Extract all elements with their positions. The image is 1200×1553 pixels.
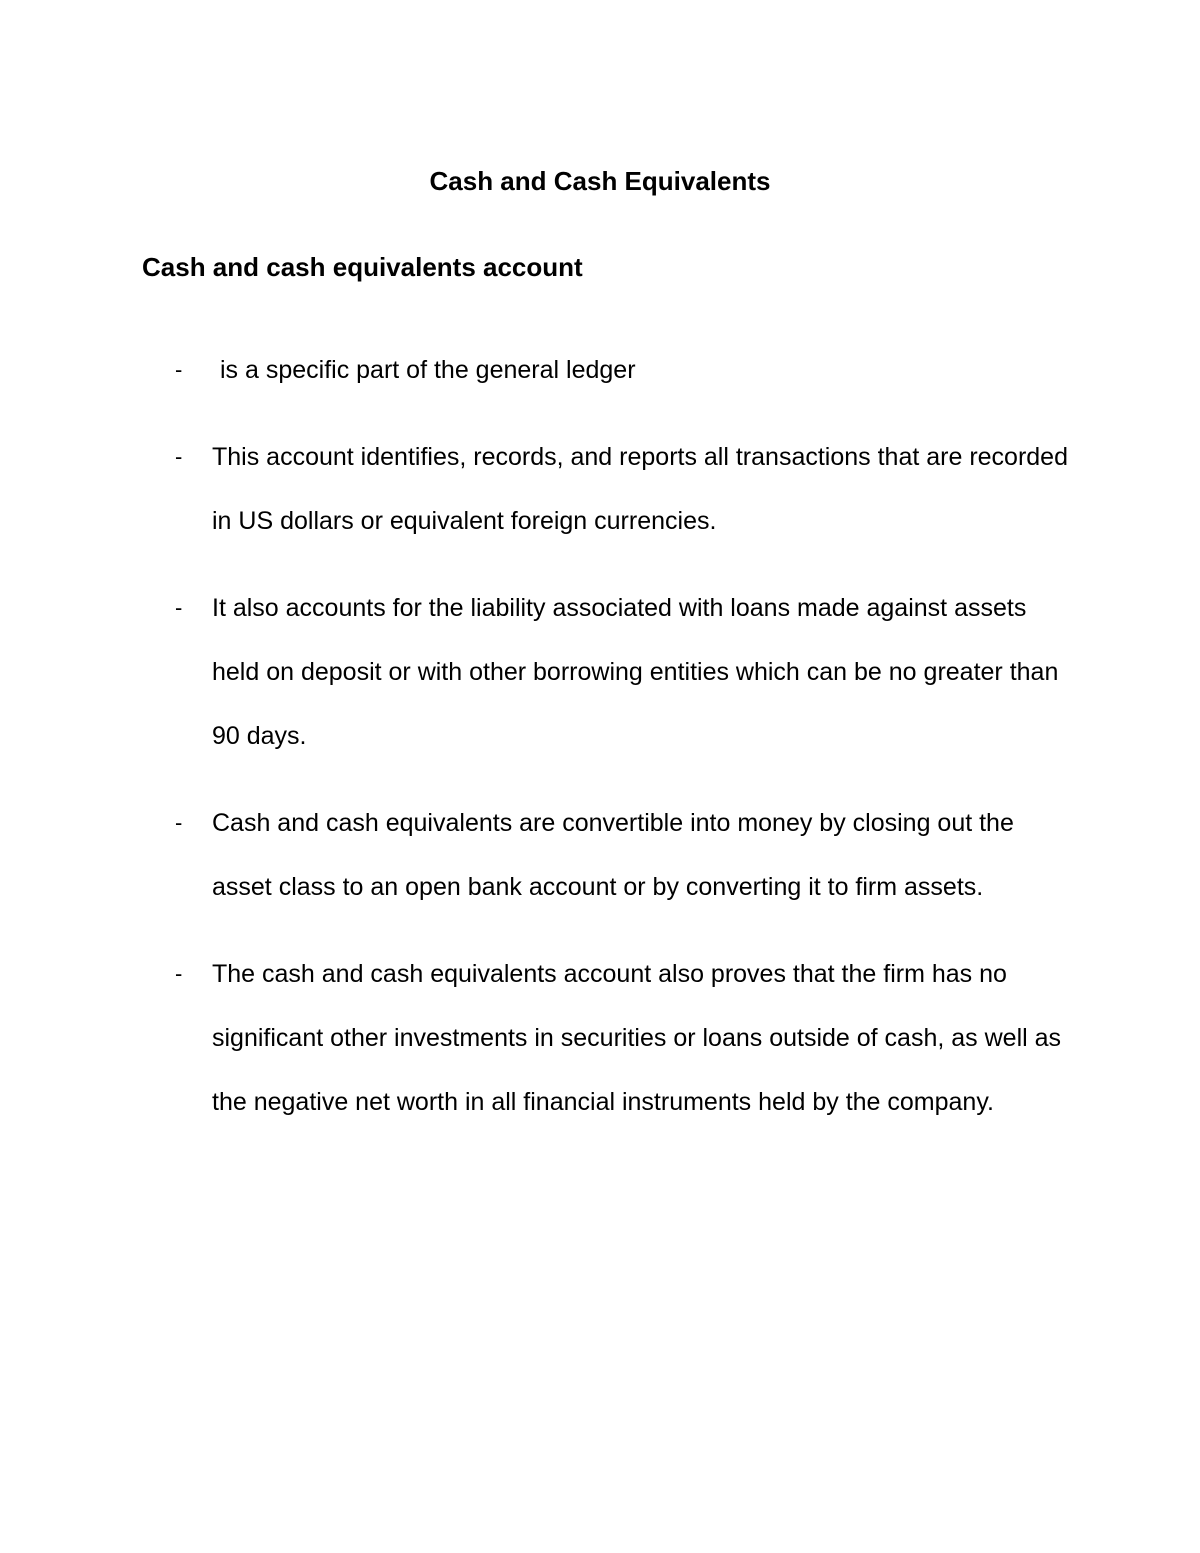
bullet-marker: - bbox=[175, 357, 183, 382]
bullet-item bbox=[0, 338, 1072, 402]
bullet-text: is a specific part of the general ledger bbox=[220, 356, 636, 384]
bullet-item bbox=[0, 791, 1072, 919]
bullet-item bbox=[0, 425, 1072, 553]
bullet-item bbox=[0, 942, 1072, 1134]
bullet-text: It also accounts for the liability associated with loans made against assets held on deposit or with other borrowing entities which can be no greater than 90 days. bbox=[212, 594, 1059, 750]
bullet-marker: - bbox=[175, 595, 183, 620]
document-title: Cash and Cash Equivalents bbox=[429, 166, 771, 196]
bullet-item bbox=[0, 576, 1072, 768]
bullet-text: Cash and cash equivalents are convertible into money by closing out the asset class to an open bank account or by converting it to firm assets. bbox=[212, 809, 1014, 901]
bullet-list bbox=[0, 338, 1200, 1157]
bullet-marker: - bbox=[175, 961, 183, 986]
bullet-text: This account identifies, records, and reports all transactions that are recorded in US dollars or equivalent foreign currencies. bbox=[212, 443, 1068, 535]
bullet-marker: - bbox=[175, 444, 183, 469]
section-heading: Cash and cash equivalents account bbox=[142, 252, 583, 282]
bullet-marker: - bbox=[175, 810, 183, 835]
bullet-text: The cash and cash equivalents account also proves that the firm has no significant other investments in securities or loans outside of cash, as well as the negative net worth in all financial instruments held by the company. bbox=[212, 960, 1062, 1116]
